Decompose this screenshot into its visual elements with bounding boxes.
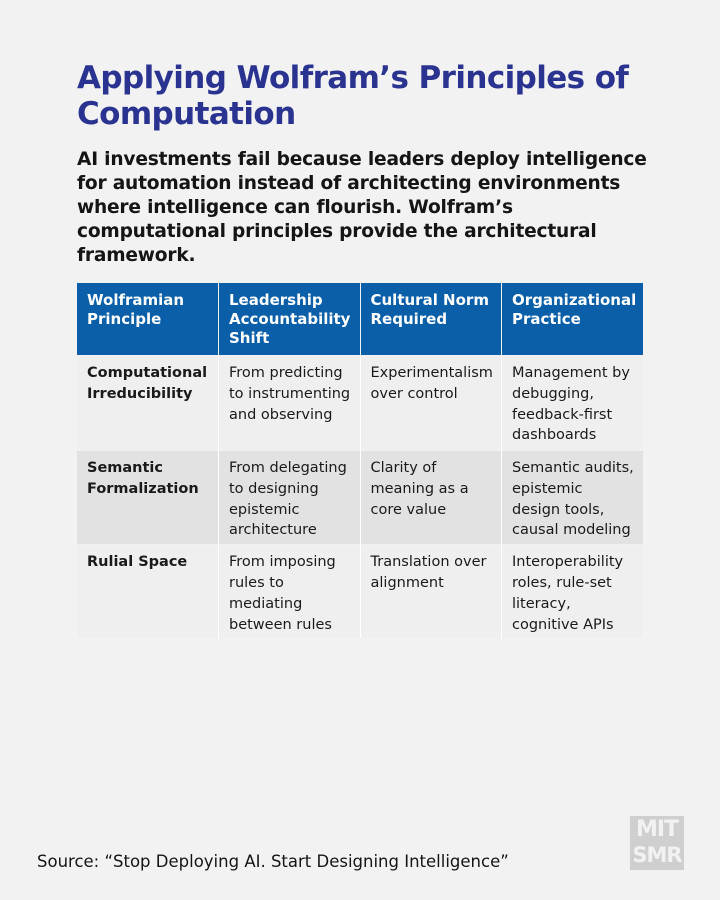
leadership-shift-cell: From delegating to designing epistemic architecture — [219, 451, 361, 545]
mit-smr-logo — [630, 816, 684, 870]
leadership-shift-cell: From imposing rules to mediating between rules — [219, 545, 361, 639]
logo-line-2: SMR — [632, 843, 682, 867]
logo-line-1: MIT — [635, 817, 679, 842]
principle-cell: Computational Irreducibility — [77, 356, 219, 451]
principle-cell: Semantic Formalization — [77, 451, 219, 545]
organizational-practice-cell: Interoperability roles, rule-set literacy, cognitive APIs — [502, 545, 644, 639]
cultural-norm-cell: Experimentalism over control — [360, 356, 502, 451]
table-row — [77, 356, 643, 451]
table-row — [77, 545, 643, 639]
subtitle: AI investments fail because leaders deploy intelligence for automation instead of architecting environments where intelligence can flourish. Wolfram’s computational principles provide the architectural framework. — [77, 149, 647, 266]
source-citation: Source: “Stop Deploying AI. Start Designing Intelligence” — [37, 852, 509, 871]
header-organizational-practice: Organizational Practice — [502, 283, 644, 356]
table-row — [77, 451, 643, 545]
principles-table — [77, 283, 643, 638]
header-cultural-norm: Cultural Norm Required — [360, 283, 502, 356]
header-leadership-shift: Leadership Accountability Shift — [219, 283, 361, 356]
header-principle: Wolframian Principle — [77, 283, 219, 356]
organizational-practice-cell: Management by debugging, feedback-first dashboards — [502, 356, 644, 451]
organizational-practice-cell: Semantic audits, epistemic design tools, causal modeling — [502, 451, 644, 545]
cultural-norm-cell: Translation over alignment — [360, 545, 502, 639]
page-title: Applying Wolfram’s Principles of Computation — [77, 60, 629, 132]
principle-cell: Rulial Space — [77, 545, 219, 639]
leadership-shift-cell: From predicting to instrumenting and observing — [219, 356, 361, 451]
table-header-row — [77, 283, 643, 356]
cultural-norm-cell: Clarity of meaning as a core value — [360, 451, 502, 545]
